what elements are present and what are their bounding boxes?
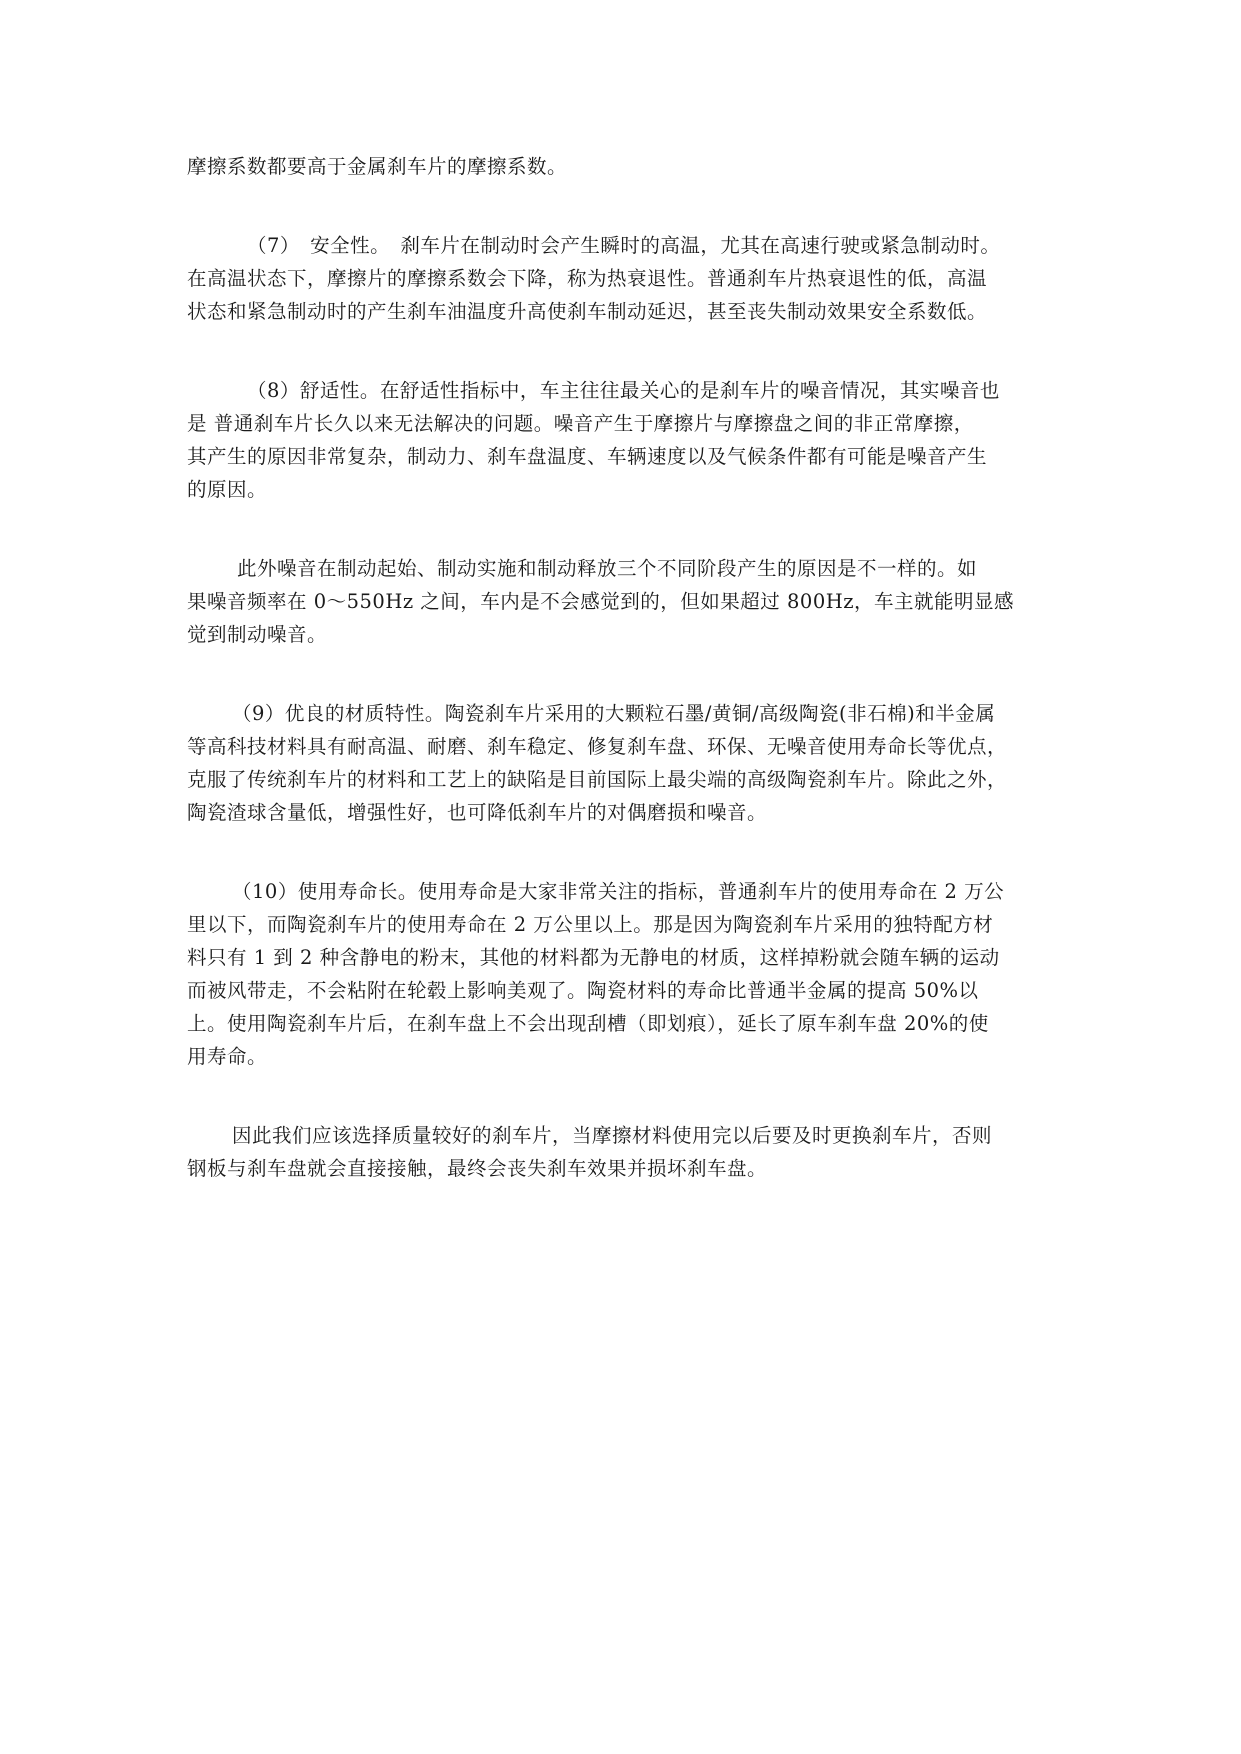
text-line: 觉到制动噪音。 — [187, 623, 328, 646]
text-line: 摩擦系数都要高于金属刹车片的摩擦系数。 — [187, 155, 568, 178]
text-line: （9）优良的材质特性。陶瓷刹车片采用的大颗粒石墨/黄铜/高级陶瓷(非石棉)和半金属 — [232, 702, 996, 725]
text-line: 果噪音频率在 0～550Hz 之间，车内是不会感觉到的，但如果超过 800Hz，车主就能明显感 — [187, 590, 1014, 613]
text-line: 其产生的原因非常复杂，制动力、刹车盘温度、车辆速度以及气候条件都有可能是噪音产生 — [187, 445, 988, 468]
paragraph-friction-continued — [187, 150, 1057, 183]
text-line: 此外噪音在制动起始、制动实施和制动释放三个不同阶段产生的原因是不一样的。如 — [237, 557, 978, 580]
text-line: 因此我们应该选择质量较好的刹车片，当摩擦材料使用完以后要及时更换刹车片，否则 — [232, 1124, 993, 1147]
text-line: （8）舒适性。在舒适性指标中，车主往往最关心的是刹车片的噪音情况，其实噪音也 — [247, 379, 1000, 402]
text-line: 克服了传统刹车片的材料和工艺上的缺陷是目前国际上最尖端的高级陶瓷刹车片。除此之外， — [187, 768, 1008, 791]
text-line: 而被风带走，不会粘附在轮毂上影响美观了。陶瓷材料的寿命比普通半金属的提高 50%以 — [187, 979, 979, 1002]
text-line: 的原因。 — [187, 478, 268, 501]
paragraph-material — [187, 697, 1057, 829]
text-line: 是 普通刹车片长久以来无法解决的问题。噪音产生于摩擦片与摩擦盘之间的非正常摩擦， — [187, 412, 974, 435]
paragraph-lifespan — [187, 875, 1057, 1073]
text-line: （7） 安全性。 刹车片在制动时会产生瞬时的高温，尤其在高速行驶或紧急制动时。 — [247, 234, 1001, 257]
text-line: 钢板与刹车盘就会直接接触，最终会丧失刹车效果并损坏刹车盘。 — [187, 1157, 768, 1180]
text-line: 等高科技材料具有耐高温、耐磨、刹车稳定、修复刹车盘、环保、无噪音使用寿命长等优点， — [187, 735, 1008, 758]
document-page — [187, 150, 1057, 1231]
text-line: 陶瓷渣球含量低，增强性好，也可降低刹车片的对偶磨损和噪音。 — [187, 801, 768, 824]
text-line: （10）使用寿命长。使用寿命是大家非常关注的指标，普通刹车片的使用寿命在 2 万公 — [232, 880, 1005, 903]
text-line: 状态和紧急制动时的产生刹车油温度升高使刹车制动延迟，甚至丧失制动效果安全系数低。 — [187, 300, 988, 323]
text-line: 在高温状态下，摩擦片的摩擦系数会下降，称为热衰退性。普通刹车片热衰退性的低，高温 — [187, 267, 988, 290]
paragraph-comfort — [187, 374, 1057, 506]
text-line: 里以下，而陶瓷刹车片的使用寿命在 2 万公里以上。那是因为陶瓷刹车片采用的独特配方材 — [187, 913, 994, 936]
paragraph-conclusion — [187, 1119, 1057, 1185]
text-line: 料只有 1 到 2 种含静电的粉末，其他的材料都为无静电的材质，这样掉粉就会随车辆的运动 — [187, 946, 1000, 969]
text-line: 上。使用陶瓷刹车片后，在刹车盘上不会出现刮槽（即划痕），延长了原车刹车盘 20%的使 — [187, 1012, 989, 1035]
text-line: 用寿命。 — [187, 1045, 268, 1068]
paragraph-noise-stages — [187, 552, 1057, 651]
paragraph-safety — [187, 229, 1057, 328]
